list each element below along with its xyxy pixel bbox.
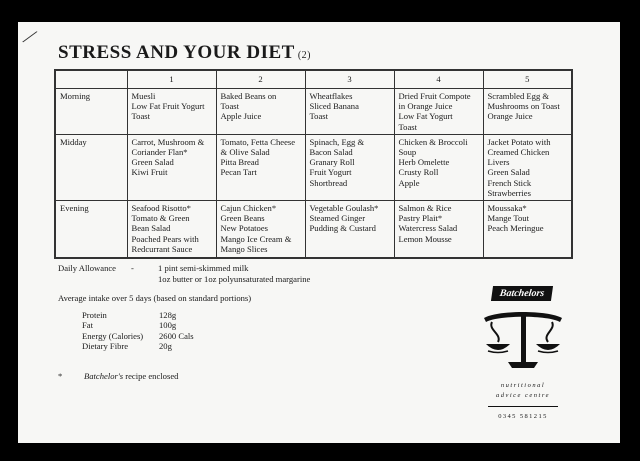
meal-label: Morning bbox=[55, 89, 127, 135]
daily-allowance-dash: - bbox=[131, 263, 134, 273]
meal-cell bbox=[305, 201, 394, 259]
meal-item: in Orange Juice bbox=[398, 101, 453, 112]
meal-item: Toast bbox=[131, 111, 150, 122]
meal-cell bbox=[127, 134, 216, 200]
meal-item: Lemon Mousse bbox=[398, 233, 452, 244]
logo-line2: advice centre bbox=[495, 392, 551, 399]
meal-item: Tomato & Green bbox=[131, 213, 190, 224]
logo-line1: nutritional bbox=[500, 382, 546, 389]
meal-item: Dried Fruit Compote bbox=[398, 91, 471, 101]
meal-label: Midday bbox=[55, 134, 127, 200]
meal-item: Bean Salad bbox=[131, 223, 171, 234]
meal-item: Crusty Roll bbox=[398, 167, 439, 178]
meal-item: Vegetable Goulash* bbox=[309, 203, 379, 214]
nutrient-label: Dietary Fibre bbox=[82, 340, 129, 351]
nutrition-list bbox=[82, 310, 194, 351]
day-header: 5 bbox=[483, 70, 572, 89]
meal-item: Peach Meringue bbox=[487, 223, 544, 234]
meal-cell bbox=[483, 201, 572, 259]
batchelors-logo bbox=[478, 286, 568, 420]
meal-item: French Stick bbox=[487, 177, 532, 188]
meal-label: Evening bbox=[55, 201, 127, 259]
meal-item: Mange Tout bbox=[487, 213, 529, 224]
nutrient-label: Energy (Calories) bbox=[82, 330, 144, 341]
day-header: 4 bbox=[394, 70, 483, 89]
page-title bbox=[58, 42, 311, 64]
meal-item: Green Salad bbox=[131, 157, 174, 168]
meal-item: Carrot, Mushroom & bbox=[131, 136, 205, 147]
meal-item: Bacon Salad bbox=[309, 147, 353, 158]
meal-cell bbox=[127, 201, 216, 259]
meal-item: Poached Pears with bbox=[131, 233, 199, 244]
meal-item: Green Salad bbox=[487, 167, 530, 178]
meal-cell bbox=[305, 134, 394, 200]
meal-cell bbox=[394, 201, 483, 259]
scales-icon bbox=[478, 304, 568, 374]
meal-item: Pudding & Custard bbox=[309, 223, 376, 234]
meal-item: Creamed Chicken bbox=[487, 147, 550, 158]
diet-card bbox=[18, 22, 620, 443]
meal-item: Low Fat Fruit Yogurt bbox=[131, 101, 205, 112]
meal-item: Low Fat Yogurt bbox=[398, 111, 453, 122]
meal-item: Herb Omelette bbox=[398, 157, 450, 168]
meal-item: Muesli bbox=[131, 91, 156, 101]
nutrition-row bbox=[82, 320, 194, 330]
meal-item: Moussaka* bbox=[487, 203, 527, 214]
pencil-mark-icon: ⁄ bbox=[24, 24, 36, 49]
meal-plan-table bbox=[54, 69, 573, 259]
meal-item: Fruit Yogurt bbox=[309, 167, 352, 178]
meal-item: Toast bbox=[309, 111, 328, 122]
meal-item: Apple Juice bbox=[220, 111, 262, 122]
meal-item: Shortbread bbox=[309, 177, 348, 188]
meal-item: Toast bbox=[398, 121, 417, 132]
title-suffix: (2) bbox=[297, 50, 312, 61]
meal-item: Steamed Ginger bbox=[309, 213, 366, 224]
meal-item: Redcurrant Sauce bbox=[131, 243, 193, 254]
meal-item: Apple bbox=[398, 177, 420, 188]
meal-item: Cajun Chicken* bbox=[220, 203, 277, 214]
meal-item: Coriander Flan* bbox=[131, 147, 188, 158]
nutrition-row bbox=[82, 310, 194, 320]
title-text: STRESS AND YOUR DIET bbox=[58, 42, 295, 63]
daily-allowance-label: Daily Allowance bbox=[58, 263, 116, 273]
meal-cell bbox=[394, 89, 483, 135]
meal-item: Livers bbox=[487, 157, 510, 168]
nutrition-row bbox=[82, 331, 194, 341]
meal-cell bbox=[483, 134, 572, 200]
meal-item: Strawberries bbox=[487, 187, 531, 198]
meal-item: Toast bbox=[220, 101, 239, 112]
meal-item: Mango Slices bbox=[220, 243, 268, 254]
meal-item: Jacket Potato with bbox=[487, 136, 551, 147]
nutrition-row bbox=[82, 341, 194, 351]
meal-cell bbox=[305, 89, 394, 135]
meal-item: Pecan Tart bbox=[220, 167, 257, 178]
footnote-brand: Batchelor's bbox=[84, 371, 124, 381]
meal-item: Baked Beans on bbox=[220, 91, 277, 101]
meal-item: Scrambled Egg & bbox=[487, 91, 550, 101]
day-header: 2 bbox=[216, 70, 305, 89]
table-corner-cell bbox=[55, 70, 127, 89]
meal-cell bbox=[216, 89, 305, 135]
meal-item: Orange Juice bbox=[487, 111, 533, 122]
nutrient-label: Protein bbox=[82, 310, 107, 320]
meal-item: Tomato, Fetta Cheese bbox=[220, 136, 296, 147]
nutrient-value: 20g bbox=[159, 340, 172, 351]
meal-item: Watercress Salad bbox=[398, 223, 458, 234]
meal-item: & Olive Salad bbox=[220, 147, 270, 158]
table-row bbox=[55, 134, 572, 200]
meal-item: Mango Ice Cream & bbox=[220, 233, 292, 244]
meal-item: Pastry Plait* bbox=[398, 213, 443, 224]
average-intake-heading: Average intake over 5 days (based on standard portions) bbox=[58, 293, 252, 303]
allowance-item: 1 pint semi-skimmed milk bbox=[158, 263, 249, 273]
footnote-star: * bbox=[58, 371, 63, 381]
meal-item: Sliced Banana bbox=[309, 101, 359, 112]
meal-item: Green Beans bbox=[220, 213, 265, 224]
table-row bbox=[55, 89, 572, 135]
nutrient-value: 100g bbox=[159, 320, 177, 331]
meal-item: Pitta Bread bbox=[220, 157, 259, 168]
meal-cell bbox=[127, 89, 216, 135]
footnote-text: recipe enclosed bbox=[123, 371, 179, 381]
footnote bbox=[58, 371, 178, 381]
meal-cell bbox=[483, 89, 572, 135]
meal-item: Seafood Risotto* bbox=[131, 203, 191, 214]
meal-item: New Potatoes bbox=[220, 223, 268, 234]
logo-divider bbox=[488, 406, 558, 407]
meal-cell bbox=[216, 201, 305, 259]
meal-cell bbox=[394, 134, 483, 200]
meal-item: Salmon & Rice bbox=[398, 203, 452, 214]
meal-item: Chicken & Broccoli bbox=[398, 136, 468, 147]
meal-cell bbox=[216, 134, 305, 200]
day-header: 3 bbox=[305, 70, 394, 89]
meal-item: Wheatflakes bbox=[309, 91, 353, 101]
meal-item: Spinach, Egg & bbox=[309, 136, 365, 147]
nutrient-label: Fat bbox=[82, 320, 93, 331]
meal-item: Granary Roll bbox=[309, 157, 355, 168]
allowance-item: 1oz butter or 1oz polyunsaturated margarine bbox=[158, 273, 311, 284]
logo-phone: 0345 581215 bbox=[498, 413, 548, 420]
table-header-row bbox=[55, 70, 572, 89]
brand-wordmark: Batchelors bbox=[491, 286, 553, 301]
table-row bbox=[55, 201, 572, 259]
meal-item: Soup bbox=[398, 147, 417, 158]
meal-item: Mushrooms on Toast bbox=[487, 101, 560, 112]
nutrient-value: 2600 Cals bbox=[159, 330, 194, 341]
meal-item: Kiwi Fruit bbox=[131, 167, 168, 178]
nutrient-value: 128g bbox=[159, 310, 177, 320]
day-header: 1 bbox=[127, 70, 216, 89]
